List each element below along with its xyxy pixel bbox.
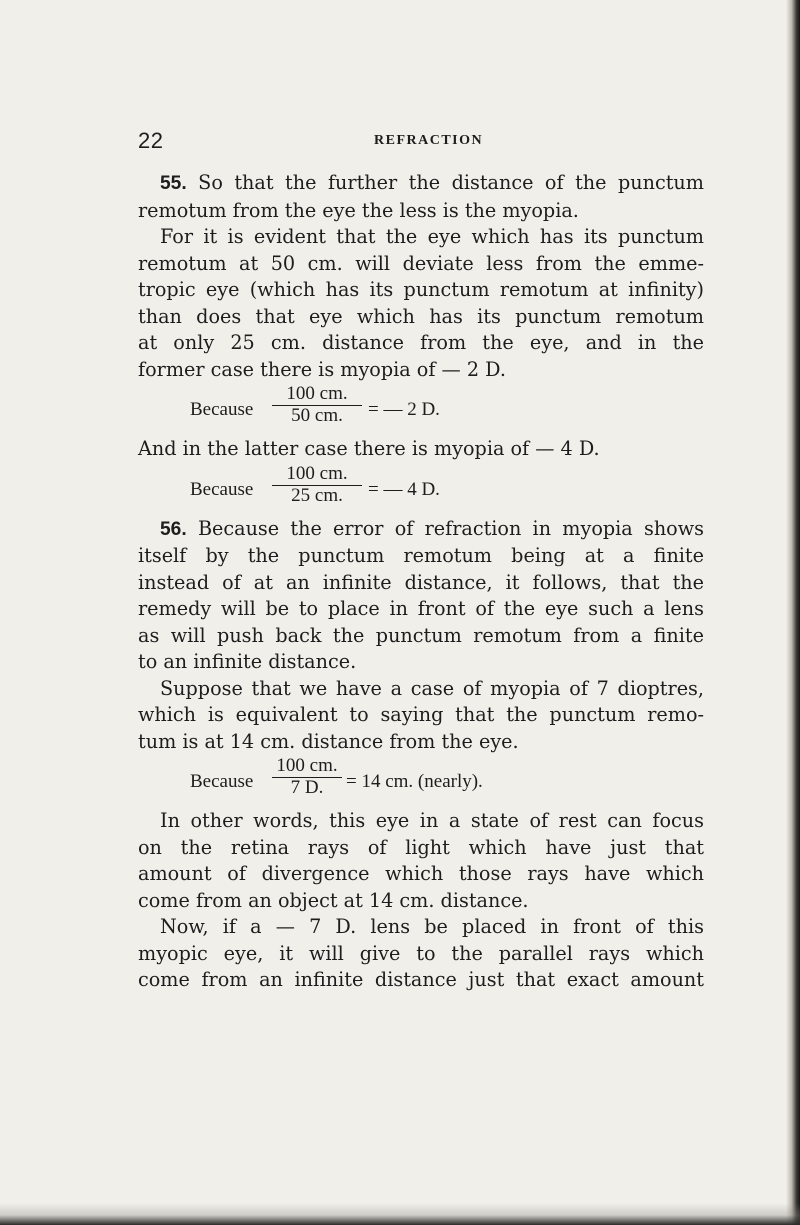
text-line: come from an infinite distance just that exact amount [138, 968, 704, 991]
equation-2 [138, 463, 704, 516]
text-line: as will push back the punctum remotum from a finite [138, 623, 704, 647]
text-line: myopic eye, it will give to the parallel rays which [138, 941, 704, 965]
page-header [138, 128, 700, 158]
equation-result: = — 2 D. [368, 399, 440, 420]
equation-result: = — 4 D. [368, 478, 440, 500]
text-line: And in the latter case there is myopia of — 4 D. [138, 437, 600, 460]
equation-3 [138, 755, 704, 808]
equation-label: Because [190, 399, 254, 420]
page-bottom-shadow [0, 1203, 800, 1225]
text-line: on the retina rays of light which have just that [138, 835, 704, 859]
text-line: Now, if a — 7 D. lens be placed in front of this [160, 915, 704, 938]
paragraph-number: 55. [160, 173, 187, 194]
fraction-denominator: 50 cm. [272, 405, 362, 426]
fraction-numerator: 100 cm. [276, 755, 338, 776]
text-line: For it is evident that the eye which has its punctum [160, 225, 704, 248]
fraction-denominator: 7 D. [272, 777, 342, 798]
fraction-numerator: 100 cm. [286, 462, 348, 484]
text-line: itself by the punctum remotum being at a finite [138, 544, 704, 567]
text-line: remedy will be to place in front of the eye such a lens [138, 597, 704, 620]
text-line: which is equivalent to saying that the punctum remo- [138, 703, 704, 726]
text-line: Suppose that we have a case of myopia of 7 dioptres, [160, 676, 704, 700]
fraction [272, 755, 342, 798]
text-line: at only 25 cm. distance from the eye, and in the [138, 331, 704, 354]
fraction [272, 463, 362, 506]
text-line [138, 170, 704, 198]
page-number: 22 [138, 128, 164, 153]
paragraph-55 [138, 170, 704, 383]
text-line: remotum from the eye the less is the myopia. [138, 198, 579, 222]
text-line: remotum at 50 cm. will deviate less from the emme- [138, 251, 704, 275]
running-head: REFRACTION [374, 133, 484, 148]
text-line: come from an object at 14 cm. distance. [138, 888, 529, 912]
text-line: tum is at 14 cm. distance from the eye. [138, 729, 519, 753]
text-line: tropic eye (which has its punctum remotum at infinity) [138, 278, 704, 301]
fraction [272, 383, 362, 426]
text-line: In other words, this eye in a state of rest can focus [160, 809, 704, 832]
equation-1 [138, 383, 704, 436]
line-text: Because the error of refraction in myopia shows [197, 516, 704, 540]
paragraph-56 [138, 516, 704, 756]
text-line: former case there is myopia of — 2 D. [138, 357, 506, 381]
paragraph-continuation [138, 808, 704, 994]
equation-label: Because [190, 478, 254, 500]
page-edge-shadow [786, 0, 800, 1225]
text-line: than does that eye which has its punctum remotum [138, 304, 704, 328]
fraction-numerator: 100 cm. [286, 383, 348, 404]
fraction-denominator: 25 cm. [272, 485, 362, 506]
text-line [138, 516, 704, 544]
text-line: amount of divergence which those rays have which [138, 862, 704, 885]
equation-label: Because [190, 771, 254, 792]
body-text [138, 170, 704, 994]
text-line: instead of at an infinite distance, it follows, that the [138, 570, 704, 594]
line-text: So that the further the distance of the punctum [198, 171, 704, 194]
equation-result: = 14 cm. (nearly). [346, 771, 483, 792]
text-line: to an infinite distance. [138, 650, 357, 673]
paragraph-number: 56. [160, 518, 187, 540]
